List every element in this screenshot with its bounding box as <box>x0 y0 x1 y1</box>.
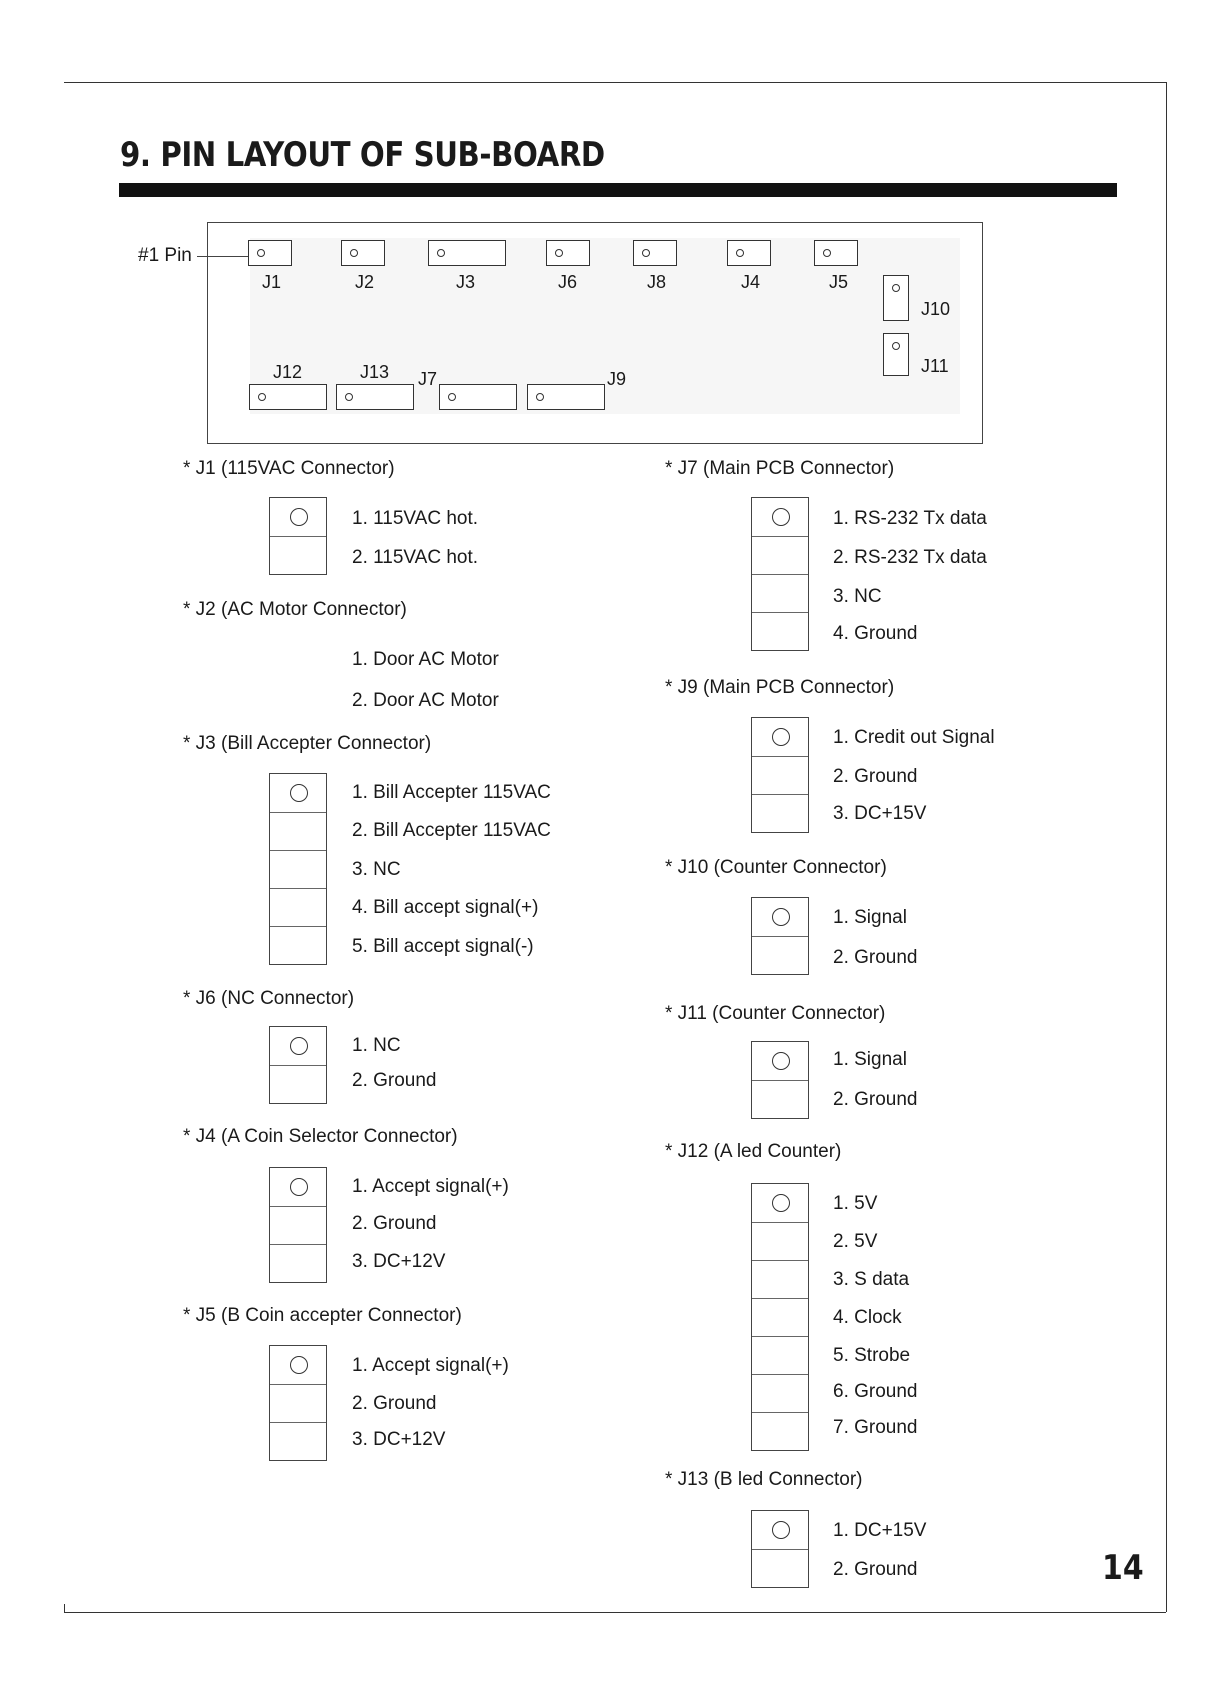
pin-label: 1. Door AC Motor <box>352 649 499 670</box>
board-connector-j6 <box>546 240 590 266</box>
page-number: 14 <box>1102 1548 1144 1588</box>
pin1-dot-icon <box>350 249 358 257</box>
pin1-circle-icon <box>772 1052 790 1070</box>
pin-label: 3. DC+12V <box>352 1429 446 1450</box>
page-frame-tick <box>64 1604 65 1612</box>
section-title-j5: * J5 (B Coin accepter Connector) <box>183 1305 462 1326</box>
pin1-dot-icon <box>258 393 266 401</box>
pin-label: 1. Bill Accepter 115VAC <box>352 782 551 803</box>
pin1-circle-icon <box>772 908 790 926</box>
connector-j3 <box>269 773 327 965</box>
title-underline-bar <box>119 183 1117 197</box>
pin1-circle-icon <box>772 1521 790 1539</box>
section-title-j3: * J3 (Bill Accepter Connector) <box>183 733 432 754</box>
page-frame-right <box>1166 82 1167 1612</box>
board-label-j2: J2 <box>355 272 375 292</box>
connector-j9 <box>751 717 809 833</box>
pin-label: 1. NC <box>352 1035 401 1056</box>
pin-label: 2. Ground <box>352 1070 437 1091</box>
pin-label: 2. Ground <box>833 766 918 787</box>
connector-j10 <box>751 897 809 975</box>
section-title-j4: * J4 (A Coin Selector Connector) <box>183 1126 458 1147</box>
pin-label: 3. DC+15V <box>833 803 927 824</box>
pin1-dot-icon <box>448 393 456 401</box>
pin1-dot-icon <box>536 393 544 401</box>
board-label-j7: J7 <box>418 369 438 389</box>
board-connector-j8 <box>633 240 677 266</box>
pin-label: 1. 5V <box>833 1193 878 1214</box>
pin-label: 2. Door AC Motor <box>352 690 499 711</box>
pin1-circle-icon <box>290 1356 308 1374</box>
board-label-j12: J12 <box>273 362 303 382</box>
pin-label: 2. RS-232 Tx data <box>833 547 987 568</box>
pin1-dot-icon <box>736 249 744 257</box>
section-title-j11: * J11 (Counter Connector) <box>665 1003 886 1024</box>
board-label-j9: J9 <box>607 369 627 389</box>
pin-label: 2. Ground <box>833 947 918 968</box>
section-title-j10: * J10 (Counter Connector) <box>665 857 887 878</box>
section-title-j12: * J12 (A led Counter) <box>665 1141 842 1162</box>
pin-label: 2. 115VAC hot. <box>352 547 479 568</box>
board-label-j11: J11 <box>921 356 949 376</box>
board-label-j1: J1 <box>262 272 282 292</box>
page-title: 9. PIN LAYOUT OF SUB-BOARD <box>120 135 605 175</box>
board-connector-j13 <box>336 384 414 410</box>
pin-label: 5. Strobe <box>833 1345 911 1366</box>
pin-label: 1. 115VAC hot. <box>352 508 479 529</box>
section-title-j9: * J9 (Main PCB Connector) <box>665 677 895 698</box>
pin-label: 2. 5V <box>833 1231 878 1252</box>
pin-label: 1. Signal <box>833 907 907 928</box>
board-label-j5: J5 <box>829 272 849 292</box>
pin-label: 2. Bill Accepter 115VAC <box>352 820 551 841</box>
board-connector-j3 <box>428 240 506 266</box>
section-title-j7: * J7 (Main PCB Connector) <box>665 458 895 479</box>
pin-label: 3. NC <box>352 859 401 880</box>
connector-j6 <box>269 1026 327 1104</box>
pin-label: 1. Credit out Signal <box>833 727 995 748</box>
section-title-j6: * J6 (NC Connector) <box>183 988 355 1009</box>
pin-label: 3. S data <box>833 1269 910 1290</box>
pin-label: 6. Ground <box>833 1381 918 1402</box>
board-label-j6: J6 <box>558 272 578 292</box>
board-connector-j11 <box>883 333 909 376</box>
pin1-circle-icon <box>290 1037 308 1055</box>
pin1-dot-icon <box>345 393 353 401</box>
board-label-j10: J10 <box>921 299 951 319</box>
section-title-j13: * J13 (B led Connector) <box>665 1469 863 1490</box>
pin1-marker-label: #1 Pin <box>138 245 192 266</box>
section-title-j2: * J2 (AC Motor Connector) <box>183 599 407 620</box>
pin-label: 3. DC+12V <box>352 1251 446 1272</box>
pin1-dot-icon <box>555 249 563 257</box>
pin-label: 2. Ground <box>833 1089 918 1110</box>
pin-label: 7. Ground <box>833 1417 918 1438</box>
connector-j11 <box>751 1041 809 1119</box>
connector-j5 <box>269 1345 327 1461</box>
pin1-circle-icon <box>290 508 308 526</box>
connector-j7 <box>751 497 809 651</box>
pin-label: 4. Bill accept signal(+) <box>352 897 539 918</box>
board-connector-j12 <box>249 384 327 410</box>
pin1-leader-line <box>197 256 255 257</box>
board-connector-j2 <box>341 240 385 266</box>
pin1-dot-icon <box>892 284 900 292</box>
board-connector-j1 <box>248 240 292 266</box>
section-title-j1: * J1 (115VAC Connector) <box>183 458 395 479</box>
pin-label: 1. Accept signal(+) <box>352 1176 509 1197</box>
pin-label: 2. Ground <box>352 1213 437 1234</box>
connector-j12 <box>751 1183 809 1451</box>
pin1-circle-icon <box>772 728 790 746</box>
connector-j4 <box>269 1167 327 1283</box>
pin1-dot-icon <box>437 249 445 257</box>
pin1-circle-icon <box>772 508 790 526</box>
board-connector-j10 <box>883 275 909 321</box>
pin1-dot-icon <box>823 249 831 257</box>
pin-label: 2. Ground <box>833 1559 918 1580</box>
pin-label: 1. Accept signal(+) <box>352 1355 509 1376</box>
pin1-dot-icon <box>642 249 650 257</box>
pin-label: 5. Bill accept signal(-) <box>352 936 534 957</box>
page-frame-top <box>64 82 1166 83</box>
board-label-j4: J4 <box>741 272 761 292</box>
pin1-dot-icon <box>892 342 900 350</box>
board-connector-j5 <box>814 240 858 266</box>
board-connector-j4 <box>727 240 771 266</box>
pin-label: 1. RS-232 Tx data <box>833 508 987 529</box>
connector-j1 <box>269 497 327 575</box>
pin-label: 2. Ground <box>352 1393 437 1414</box>
pin1-circle-icon <box>772 1194 790 1212</box>
board-label-j3: J3 <box>456 272 476 292</box>
pin-label: 1. DC+15V <box>833 1520 927 1541</box>
board-label-j13: J13 <box>360 362 390 382</box>
pin1-dot-icon <box>257 249 265 257</box>
pin1-circle-icon <box>290 784 308 802</box>
pin-label: 4. Ground <box>833 623 918 644</box>
pin1-circle-icon <box>290 1178 308 1196</box>
pin-label: 3. NC <box>833 586 882 607</box>
pin-label: 4. Clock <box>833 1307 902 1328</box>
pin-label: 1. Signal <box>833 1049 907 1070</box>
connector-j13 <box>751 1510 809 1588</box>
board-connector-j7 <box>439 384 517 410</box>
page-frame-bottom <box>64 1612 1166 1613</box>
board-label-j8: J8 <box>647 272 667 292</box>
board-connector-j9 <box>527 384 605 410</box>
